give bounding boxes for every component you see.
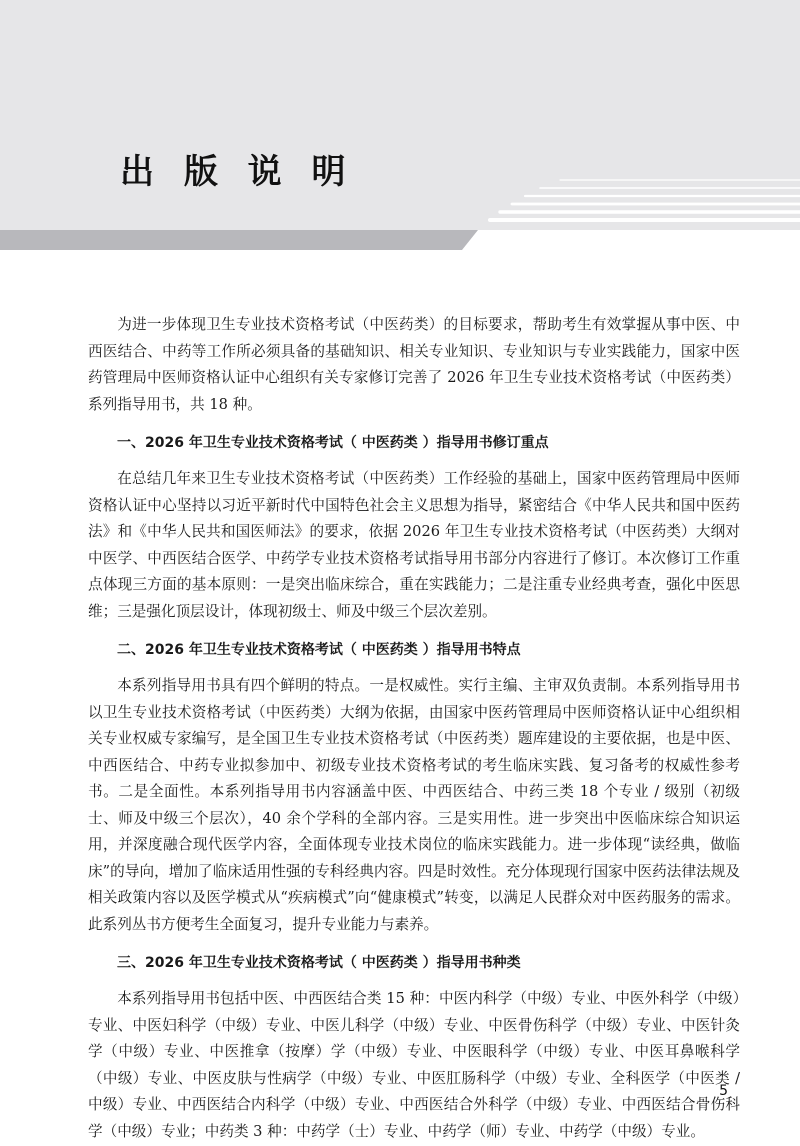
intro-paragraph: 为进一步体现卫生专业技术资格考试（中医药类）的目标要求，帮助考生有效掌握从事中医、中西医结合、中药等工作所必须具备的基础知识、相关专业知识、专业知识与专业实践能力，国家中医药管理局中医师资格认证中心组织有关专家修订完善了 2026 年卫生专业技术资格考试（中医药类）系列指导用书，共 18 种。: [88, 316, 740, 413]
speed-lines: [490, 180, 800, 220]
page-number: 5: [719, 1083, 728, 1099]
banner-decoration: [0, 0, 800, 250]
page-title: 出 版 说 明: [120, 152, 355, 192]
section-body-features: 本系列指导用书具有四个鲜明的特点。一是权威性。实行主编、主审双负责制。本系列指导用书以卫生专业技术资格考试（中医药类）大纲为依据，由国家中医药管理局中医师资格认证中心组织相关专业权威专家编写，是全国卫生专业技术资格考试（中医药类）题库建设的主要依据，也是中医、中西医结合、中药专业拟参加中、初级专业技术资格考试的考生临床实践、复习备考的权威性参考书。二是全面性。本系列指导用书内容涵盖中医、中西医结合、中药三类 18 个专业 / 级别（初级士、师及中级三个层次），40 余个学科的全部内容。三是实用性。进一步突出中医临床综合知识运用，并深度融合现代医学内容，全面体现专业技术岗位的临床实践能力。进一步体现“读经典，做临床”的导向，增加了临床适用性强的专科经典内容。四是时效性。充分体现现行国家中医药法律法规及相关政策内容以及医学模式从“疾病模式”向“健康模式”转变，以满足人民群众对中医药服务的需求。此系列丛书方便考生全面复习，提升专业能力与素养。: [88, 677, 740, 933]
section-heading-revision: 一、2026 年卫生专业技术资格考试（ 中医药类 ）指导用书修订重点: [117, 435, 549, 451]
section-body-types: 本系列指导用书包括中医、中西医结合类 15 种：中医内科学（中级）专业、中医外科学（中级）专业、中医妇科学（中级）专业、中医儿科学（中级）专业、中医骨伤科学（中级）专业、中医针灸学（中级）专业、中医推拿（按摩）学（中级）专业、中医眼科学（中级）专业、中医耳鼻喉科学（中级）专业、中医皮肤与性病学（中级）专业、中医肛肠科学（中级）专业、全科医学（中医类 / 中级）专业、中西医结合内科学（中级）专业、中西医结合外科学（中级）专业、中西医结合骨伤科学（中级）专业；中药类 3 种：中药学（士）专业、中药学（师）专业、中药学（中级）专业。: [88, 990, 740, 1140]
section-heading-types: 三、2026 年卫生专业技术资格考试（ 中医药类 ）指导用书种类: [117, 955, 521, 971]
section-body-revision: 在总结几年来卫生专业技术资格考试（中医药类）工作经验的基础上，国家中医药管理局中医师资格认证中心坚持以习近平新时代中国特色社会主义思想为指导，紧密结合《中华人民共和国中医药法》和《中华人民共和国医师法》的要求，依据 2026 年卫生专业技术资格考试（中医药类）大纲对中医学、中西医结合医学、中药学专业技术资格考试指导用书部分内容进行了修订。本次修订工作重点体现三方面的基本原则：一是突出临床综合，重在实践能力；二是注重专业经典考查，强化中医思维；三是强化顶层设计，体现初级士、师及中级三个层次差别。: [88, 470, 740, 620]
document-body: [88, 312, 740, 1145]
section-heading-features: 二、2026 年卫生专业技术资格考试（ 中医药类 ）指导用书特点: [117, 642, 521, 658]
